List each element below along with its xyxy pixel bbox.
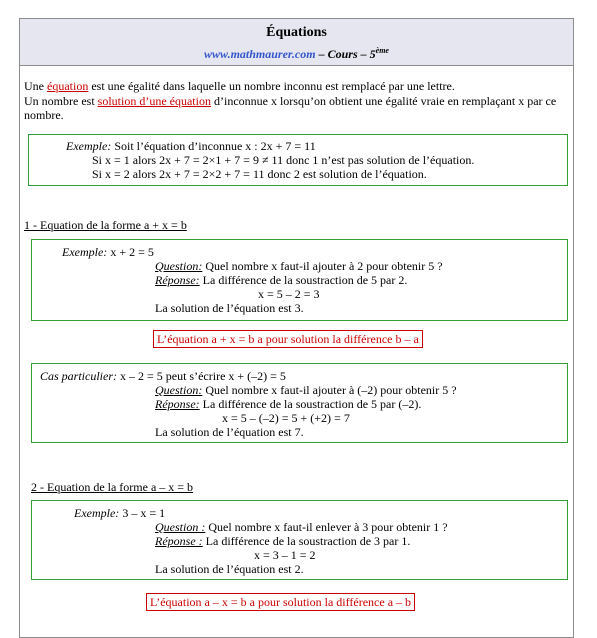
example-equation: x + 2 = 5 — [107, 245, 154, 259]
section-1-example-line — [62, 245, 154, 259]
section-2-calculation: x = 3 – 1 = 2 — [254, 548, 316, 562]
question-text: Quel nombre x faut-il ajouter à (–2) pour obtenir 5 ? — [202, 383, 457, 397]
special-case-conclusion: La solution de l’équation est 7. — [155, 425, 304, 439]
question-label: Question : — [155, 520, 206, 534]
example-text: Soit l’équation d’inconnue x : 2x + 7 = 11 — [111, 139, 316, 153]
intro-text: est une égalité dans laquelle un nombre inconnu est remplacé par une lettre. — [88, 79, 455, 93]
page-subtitle — [20, 43, 573, 62]
section-2-heading: 2 - Equation de la forme a – x = b — [31, 480, 194, 494]
special-case-answer — [155, 397, 421, 411]
example-label: Exemple: — [74, 506, 120, 520]
intro-line-3: nombre. — [24, 108, 64, 122]
special-case-calculation: x = 5 – (–2) = 5 + (+2) = 7 — [222, 411, 350, 425]
section-1-rule: L’équation a + x = b a pour solution la différence b – a — [153, 330, 423, 348]
question-text: Quel nombre x faut-il enlever à 3 pour obtenir 1 ? — [205, 520, 448, 534]
special-case-label: Cas particulier: — [40, 369, 117, 383]
special-case-line — [40, 369, 286, 383]
section-2-conclusion: La solution de l’équation est 2. — [155, 562, 304, 576]
section-2-question — [155, 520, 448, 534]
page-title: Équations — [266, 25, 327, 40]
answer-text: La différence de la soustraction de 5 par (–2). — [199, 397, 422, 411]
answer-text: La différence de la soustraction de 3 par 1. — [202, 534, 411, 548]
section-2-example-line — [74, 506, 165, 520]
answer-label: Réponse : — [155, 534, 203, 548]
intro-line-2 — [24, 94, 556, 108]
intro-line-1 — [24, 79, 455, 93]
section-1-calculation: x = 5 – 2 = 3 — [258, 287, 320, 301]
question-text: Quel nombre x faut-il ajouter à 2 pour obtenir 5 ? — [202, 259, 443, 273]
answer-label: Réponse: — [155, 273, 200, 287]
special-case-equation: x – 2 = 5 peut s’écrire x + (–2) = 5 — [117, 369, 286, 383]
example-label: Exemple: — [66, 139, 112, 153]
section-1-answer — [155, 273, 407, 287]
section-2-rule: L’équation a – x = b a pour solution la différence a – b — [146, 593, 415, 611]
section-1-heading: 1 - Equation de la forme a + x = b — [24, 218, 187, 232]
course-level: – Cours – 5 — [315, 47, 376, 61]
special-case-question — [155, 383, 457, 397]
term-solution: solution d’une équation — [97, 94, 211, 108]
site-link[interactable]: www.mathmaurer.com — [204, 47, 316, 61]
example-line-3: Si x = 2 alors 2x + 7 = 2×2 + 7 = 11 donc 2 est solution de l’équation. — [92, 167, 427, 181]
example-line-1 — [66, 139, 316, 153]
course-level-sup: ème — [375, 46, 389, 55]
example-line-2: Si x = 1 alors 2x + 7 = 2×1 + 7 = 9 ≠ 11 donc 1 n’est pas solution de l’équation. — [92, 153, 475, 167]
question-label: Question: — [155, 383, 203, 397]
intro-text: Une — [24, 79, 47, 93]
example-label: Exemple: — [62, 245, 108, 259]
section-2-answer — [155, 534, 410, 548]
answer-label: Réponse: — [155, 397, 200, 411]
question-label: Question: — [155, 259, 203, 273]
section-1-conclusion: La solution de l’équation est 3. — [155, 301, 304, 315]
page-header — [20, 19, 573, 66]
section-1-question — [155, 259, 443, 273]
answer-text: La différence de la soustraction de 5 par 2. — [199, 273, 408, 287]
intro-text: Un nombre est — [24, 94, 98, 108]
intro-text: d’inconnue x lorsqu’on obtient une égalité vraie en remplaçant x par ce — [210, 94, 557, 108]
example-equation: 3 – x = 1 — [119, 506, 166, 520]
term-equation: équation — [47, 79, 89, 93]
